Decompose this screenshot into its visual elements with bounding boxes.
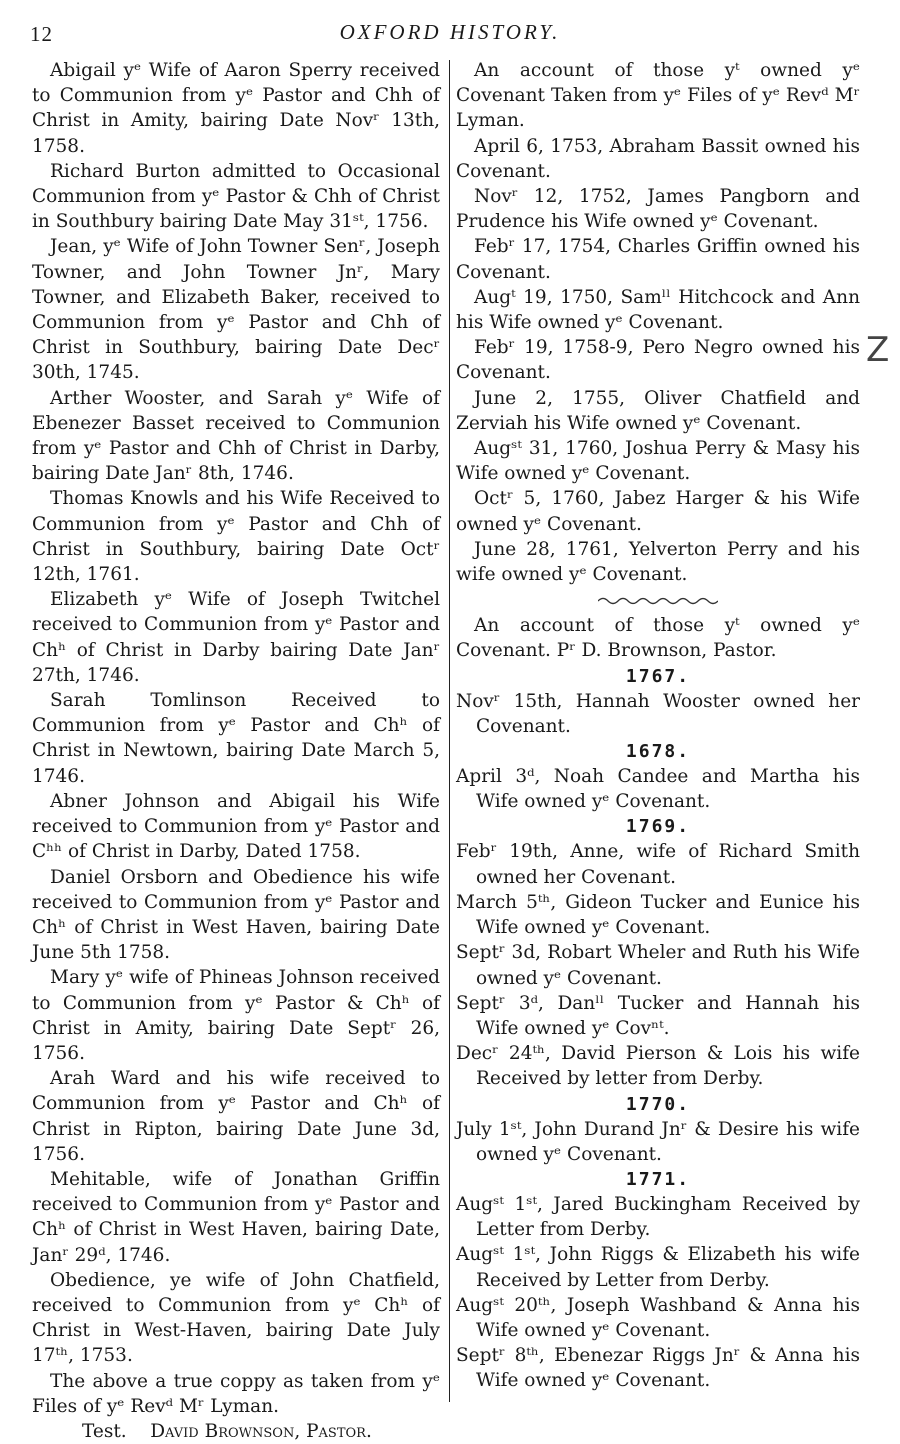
right-column [456, 58, 860, 1394]
right-entry: Novʳ 15th, Hannah Wooster owned her Covenant. [456, 690, 860, 737]
year-heading: 1767. [625, 665, 691, 687]
wavy-rule-icon [598, 596, 718, 606]
left-entry: Jean, yᵉ Wife of John Towner Senʳ, Joseph Towner, and John Towner Jnʳ, Mary Towner, and Elizabeth Baker, received to Communion from yᵉ Pastor and Chh of Christ in Southbury, bairing Date Decʳ 30th, 1745. [32, 236, 440, 384]
attestation-name: David Brownson, Pastor. [150, 1420, 372, 1442]
right-entry: July 1ˢᵗ, John Durand Jnʳ & Desire his wife owned yᵉ Covenant. [456, 1118, 860, 1165]
right-entry: Septʳ 8ᵗʰ, Ebenezar Riggs Jnʳ & Anna his Wife owned yᵉ Covenant. [456, 1345, 860, 1392]
section-divider [456, 591, 860, 605]
left-entry: Sarah Tomlinson Received to Communion from yᵉ Pastor and Chʰ of Christ in Newtown, bairing Date March 5, 1746. [32, 690, 440, 787]
left-entry: Obedience, ye wife of John Chatfield, received to Communion from yᵉ Chʰ of Christ in West-Haven, bairing Date July 17ᵗʰ, 1753. [32, 1269, 440, 1367]
left-entry: Daniel Orsborn and Obedience his wife received to Communion from yᵉ Pastor and Chʰ of Christ in West Haven, bairing Date June 5th 1758. [32, 866, 440, 964]
right-entry: March 5ᵗʰ, Gideon Tucker and Eunice his Wife owned yᵉ Covenant. [456, 891, 860, 939]
left-entry: Arther Wooster, and Sarah yᵉ Wife of Ebenezer Basset received to Communion from yᵉ Pastor and Chh of Christ in Darby, bairing Date Janʳ 8th, 1746. [32, 387, 440, 485]
left-entry: Abner Johnson and Abigail his Wife received to Communion from yᵉ Pastor and Cʰʰ of Christ in Darby, Dated 1758. [32, 790, 440, 863]
right-entry: Febʳ 19, 1758-9, Pero Negro owned his Covenant. [456, 337, 860, 384]
right-entry: Decʳ 24ᵗʰ, David Pierson & Lois his wife Received by letter from Derby. [456, 1043, 860, 1090]
left-column [32, 58, 440, 1444]
attestation-prefix: Test. [82, 1420, 127, 1442]
left-entry: Mary yᵉ wife of Phineas Johnson received to Communion from yᵉ Pastor & Chʰ of Christ in Amity, bairing Date Septʳ 26, 1756. [32, 967, 440, 1064]
right-entry: Augˢᵗ 1ˢᵗ, John Riggs & Elizabeth his wife Received by Letter from Derby. [456, 1244, 860, 1291]
running-head: OXFORD HISTORY. [339, 20, 561, 44]
right-entry: Septʳ 3d, Robart Wheler and Ruth his Wife owned yᵉ Covenant. [456, 942, 860, 989]
right-entry: April 6, 1753, Abraham Bassit owned his Covenant. [456, 135, 860, 182]
left-entry: Arah Ward and his wife received to Communion from yᵉ Pastor and Chʰ of Christ in Ripton, bairing Date June 3d, 1756. [32, 1068, 440, 1165]
year-heading: 1771. [625, 1168, 691, 1190]
left-entry: Thomas Knowls and his Wife Received to Communion from yᵉ Pastor and Chh of Christ in Southbury, bairing Date Octʳ 12th, 1761. [32, 488, 440, 586]
closing-statement: The above a true coppy as taken from yᵉ Files of yᵉ Revᵈ Mʳ Lyman. [32, 1370, 440, 1417]
right-entry: Augˢᵗ 20ᵗʰ, Joseph Washband & Anna his Wife owned yᵉ Covenant. [456, 1294, 860, 1341]
right-intro: An account of those yᵗ owned yᵉ Covenant. Pʳ D. Brownson, Pastor. [456, 615, 860, 662]
right-entry: Augˢᵗ 1ˢᵗ, Jared Buckingham Received by Letter from Derby. [456, 1193, 860, 1241]
right-entry: Augᵗ 19, 1750, Samˡˡ Hitchcock and Ann his Wife owned yᵉ Covenant. [456, 286, 860, 334]
right-intro: An account of those yᵗ owned yᵉ Covenant Taken from yᵉ Files of yᵉ Revᵈ Mʳ Lyman. [456, 60, 860, 132]
right-entry: Augˢᵗ 31, 1760, Joshua Perry & Masy his Wife owned yᵉ Covenant. [456, 438, 860, 485]
year-heading: 1678. [625, 741, 691, 763]
right-entry: Novʳ 12, 1752, James Pangborn and Prudence his Wife owned yᵉ Covenant. [456, 186, 860, 233]
right-entry: April 3ᵈ, Noah Candee and Martha his Wife owned yᵉ Covenant. [456, 766, 860, 813]
right-entry: Febʳ 17, 1754, Charles Griffin owned his Covenant. [456, 236, 860, 283]
right-entry: Octʳ 5, 1760, Jabez Harger & his Wife owned yᵉ Covenant. [456, 488, 860, 535]
attestation [32, 1419, 440, 1444]
page-number: 12 [30, 22, 53, 46]
year-heading: 1769. [625, 816, 691, 838]
left-entry: Abigail yᵉ Wife of Aaron Sperry received to Communion from yᵉ Pastor and Chh of Christ in Amity, bairing Date Novʳ 13th, 1758. [32, 60, 440, 157]
right-entry: June 2, 1755, Oliver Chatfield and Zerviah his Wife owned yᵉ Covenant. [456, 387, 860, 434]
margin-annotation: Z [866, 330, 890, 370]
left-entry: Mehitable, wife of Jonathan Griffin received to Communion from yᵉ Pastor and Chʰ of Christ in West Haven, bairing Date, Janʳ 29ᵈ, 1746. [32, 1168, 440, 1266]
right-entry: June 28, 1761, Yelverton Perry and his wife owned yᵉ Covenant. [456, 538, 860, 586]
year-heading: 1770. [625, 1093, 691, 1115]
column-rule [449, 60, 450, 1402]
left-entry: Richard Burton admitted to Occasional Communion from yᵉ Pastor & Chh of Christ in Southbury bairing Date May 31ˢᵗ, 1756. [32, 160, 440, 233]
right-entry: Septʳ 3ᵈ, Danˡˡ Tucker and Hannah his Wife owned yᵉ Covⁿᵗ. [456, 992, 860, 1039]
right-entry: Febʳ 19th, Anne, wife of Richard Smith owned her Covenant. [456, 841, 860, 888]
left-entry: Elizabeth yᵉ Wife of Joseph Twitchel received to Communion from yᵉ Pastor and Chʰ of Christ in Darby bairing Date Janʳ 27th, 1746. [32, 589, 440, 686]
